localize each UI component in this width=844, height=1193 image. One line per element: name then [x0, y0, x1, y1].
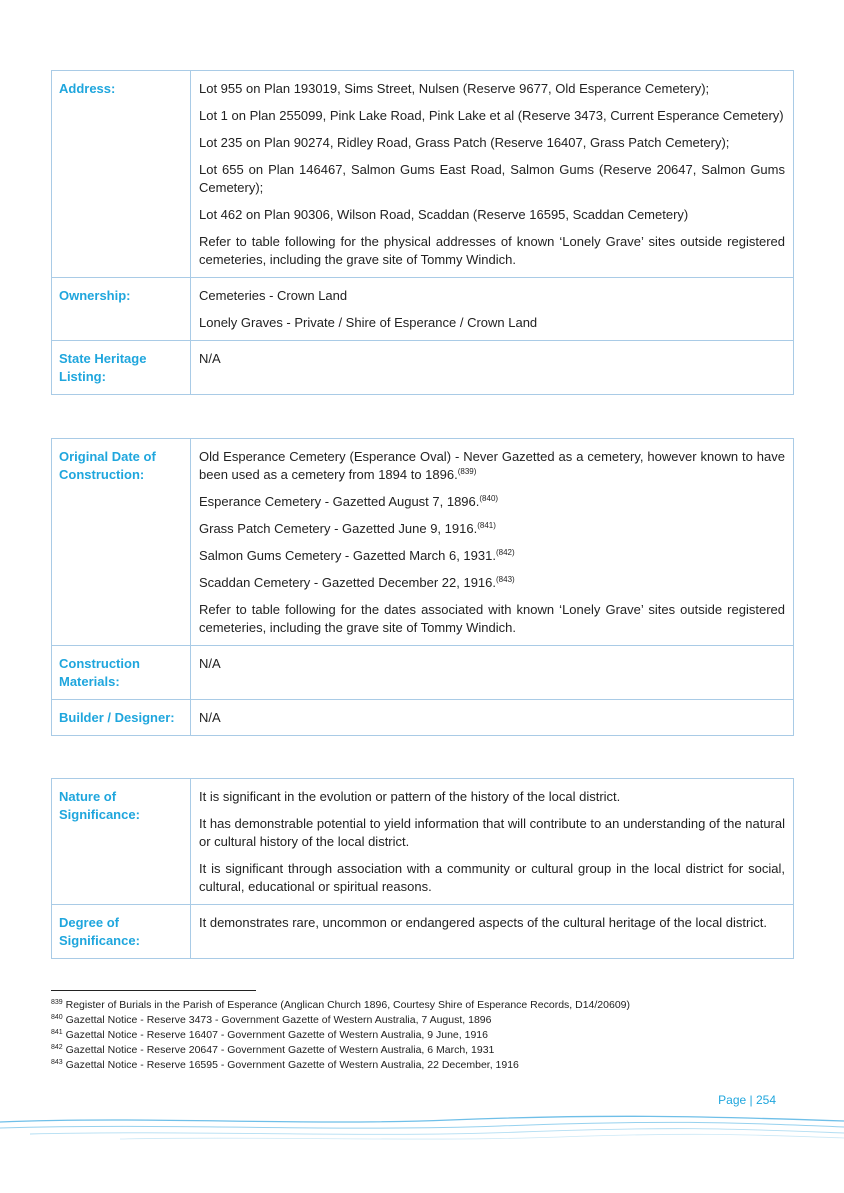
paragraph-text: Refer to table following for the dates associated with known ‘Lonely Grave’ sites outside registered cemeteries, including the grave site of Tommy Windich. [199, 602, 785, 635]
footnote-reference[interactable]: (839) [457, 467, 477, 476]
value-paragraph [199, 107, 785, 125]
paragraph-text: Scaddan Cemetery - Gazetted December 22, 1916. [199, 575, 496, 590]
table-row [52, 646, 794, 700]
field-label-address: Address: [52, 71, 191, 278]
value-paragraph [199, 448, 785, 484]
paragraph-text: Lot 955 on Plan 193019, Sims Street, Nulsen (Reserve 9677, Old Esperance Cemetery); [199, 81, 710, 96]
footnote-number: 842 [51, 1044, 63, 1051]
value-paragraph [199, 161, 785, 197]
paragraph-text: Lot 655 on Plan 146467, Salmon Gums East Road, Salmon Gums (Reserve 20647, Salmon Gums Cemetery); [199, 162, 785, 195]
value-paragraph [199, 493, 785, 511]
table-row [52, 278, 794, 341]
footnote-item [51, 1043, 791, 1058]
footnote-reference[interactable]: (841) [477, 521, 496, 530]
value-paragraph [199, 287, 785, 305]
footnote-text: Register of Burials in the Parish of Esperance (Anglican Church 1896, Courtesy Shire of Esperance Records, D14/20609) [65, 999, 630, 1011]
paragraph-text: N/A [199, 351, 221, 366]
table-row [52, 439, 794, 646]
paragraph-text: Old Esperance Cemetery (Esperance Oval) - Never Gazetted as a cemetery, however known to have been used as a cemetery from 1894 to 1896. [199, 449, 785, 482]
field-value [191, 905, 794, 959]
footnote-number: 839 [51, 999, 63, 1006]
value-paragraph [199, 574, 785, 592]
paragraph-text: Esperance Cemetery - Gazetted August 7, 1896. [199, 494, 480, 509]
paragraph-text: It demonstrates rare, uncommon or endangered aspects of the cultural heritage of the local district. [199, 915, 767, 930]
construction-table [51, 438, 794, 736]
field-value [191, 71, 794, 278]
value-paragraph [199, 914, 785, 932]
value-paragraph [199, 655, 785, 673]
value-paragraph [199, 314, 785, 332]
paragraph-text: Lot 1 on Plan 255099, Pink Lake Road, Pink Lake et al (Reserve 3473, Current Esperance Cemetery) [199, 108, 784, 123]
field-value [191, 700, 794, 736]
field-value [191, 646, 794, 700]
value-paragraph [199, 547, 785, 565]
field-value [191, 278, 794, 341]
footnote-item [51, 1013, 791, 1028]
value-paragraph [199, 520, 785, 538]
value-paragraph [199, 815, 785, 851]
value-paragraph [199, 860, 785, 896]
paragraph-text: N/A [199, 656, 221, 671]
paragraph-text: Salmon Gums Cemetery - Gazetted March 6, 1931. [199, 548, 496, 563]
field-label-ownership: Ownership: [52, 278, 191, 341]
paragraph-text: Lot 462 on Plan 90306, Wilson Road, Scaddan (Reserve 16595, Scaddan Cemetery) [199, 207, 689, 222]
page-number: Page | 254 [718, 1093, 776, 1107]
paragraph-text: It is significant in the evolution or pattern of the history of the local district. [199, 789, 621, 804]
field-label-construction-materials: Construction Materials: [52, 646, 191, 700]
table-row [52, 71, 794, 278]
footnote-number: 843 [51, 1059, 63, 1066]
paragraph-text: It has demonstrable potential to yield information that will contribute to an understanding of the natural or cultural history of the local district. [199, 816, 785, 849]
field-value [191, 779, 794, 905]
value-paragraph [199, 134, 785, 152]
field-label-builder-designer: Builder / Designer: [52, 700, 191, 736]
paragraph-text: Lonely Graves - Private / Shire of Esperance / Crown Land [199, 315, 538, 330]
decorative-wave-lines [0, 1108, 844, 1148]
footnote-text: Gazettal Notice - Reserve 16407 - Government Gazette of Western Australia, 9 June, 1916 [65, 1029, 488, 1041]
table-row [52, 905, 794, 959]
footnote-item [51, 998, 791, 1013]
footnote-separator [51, 990, 256, 991]
value-paragraph [199, 233, 785, 269]
footnote-reference[interactable]: (843) [496, 575, 515, 584]
table-row [52, 700, 794, 736]
value-paragraph [199, 350, 785, 368]
paragraph-text: Cemeteries - Crown Land [199, 288, 348, 303]
field-value [191, 439, 794, 646]
value-paragraph [199, 80, 785, 98]
footnote-text: Gazettal Notice - Reserve 16595 - Government Gazette of Western Australia, 22 December, 1916 [65, 1059, 519, 1071]
paragraph-text: Grass Patch Cemetery - Gazetted June 9, 1916. [199, 521, 478, 536]
footnote-reference[interactable]: (840) [479, 494, 499, 503]
footnote-reference[interactable]: (842) [495, 548, 515, 557]
field-label-nature-of-significance: Nature of Significance: [52, 779, 191, 905]
value-paragraph [199, 601, 785, 637]
field-value [191, 341, 794, 395]
table-row [52, 341, 794, 395]
value-paragraph [199, 788, 785, 806]
table-row [52, 779, 794, 905]
footnote-item [51, 1058, 791, 1073]
field-label-degree-of-significance: Degree of Significance: [52, 905, 191, 959]
paragraph-text: N/A [199, 710, 221, 725]
paragraph-text: It is significant through association with a community or cultural group in the local district for social, cultural, educational or spiritual reasons. [199, 861, 785, 894]
field-label-original-date-of-construction: Original Date of Construction: [52, 439, 191, 646]
footnote-item [51, 1028, 791, 1043]
location-table [51, 70, 794, 395]
value-paragraph [199, 206, 785, 224]
footnote-number: 840 [51, 1014, 63, 1021]
footnote-number: 841 [51, 1029, 63, 1036]
significance-table [51, 778, 794, 959]
paragraph-text: Refer to table following for the physical addresses of known ‘Lonely Grave’ sites outside registered cemeteries, including the grave site of Tommy Windich. [199, 234, 785, 267]
value-paragraph [199, 709, 785, 727]
paragraph-text: Lot 235 on Plan 90274, Ridley Road, Grass Patch (Reserve 16407, Grass Patch Cemetery); [199, 135, 730, 150]
field-label-state-heritage-listing: State Heritage Listing: [52, 341, 191, 395]
footnotes [51, 998, 791, 1073]
footnote-text: Gazettal Notice - Reserve 3473 - Government Gazette of Western Australia, 7 August, 1896 [65, 1014, 492, 1026]
footnote-text: Gazettal Notice - Reserve 20647 - Government Gazette of Western Australia, 6 March, 1931 [65, 1044, 495, 1056]
